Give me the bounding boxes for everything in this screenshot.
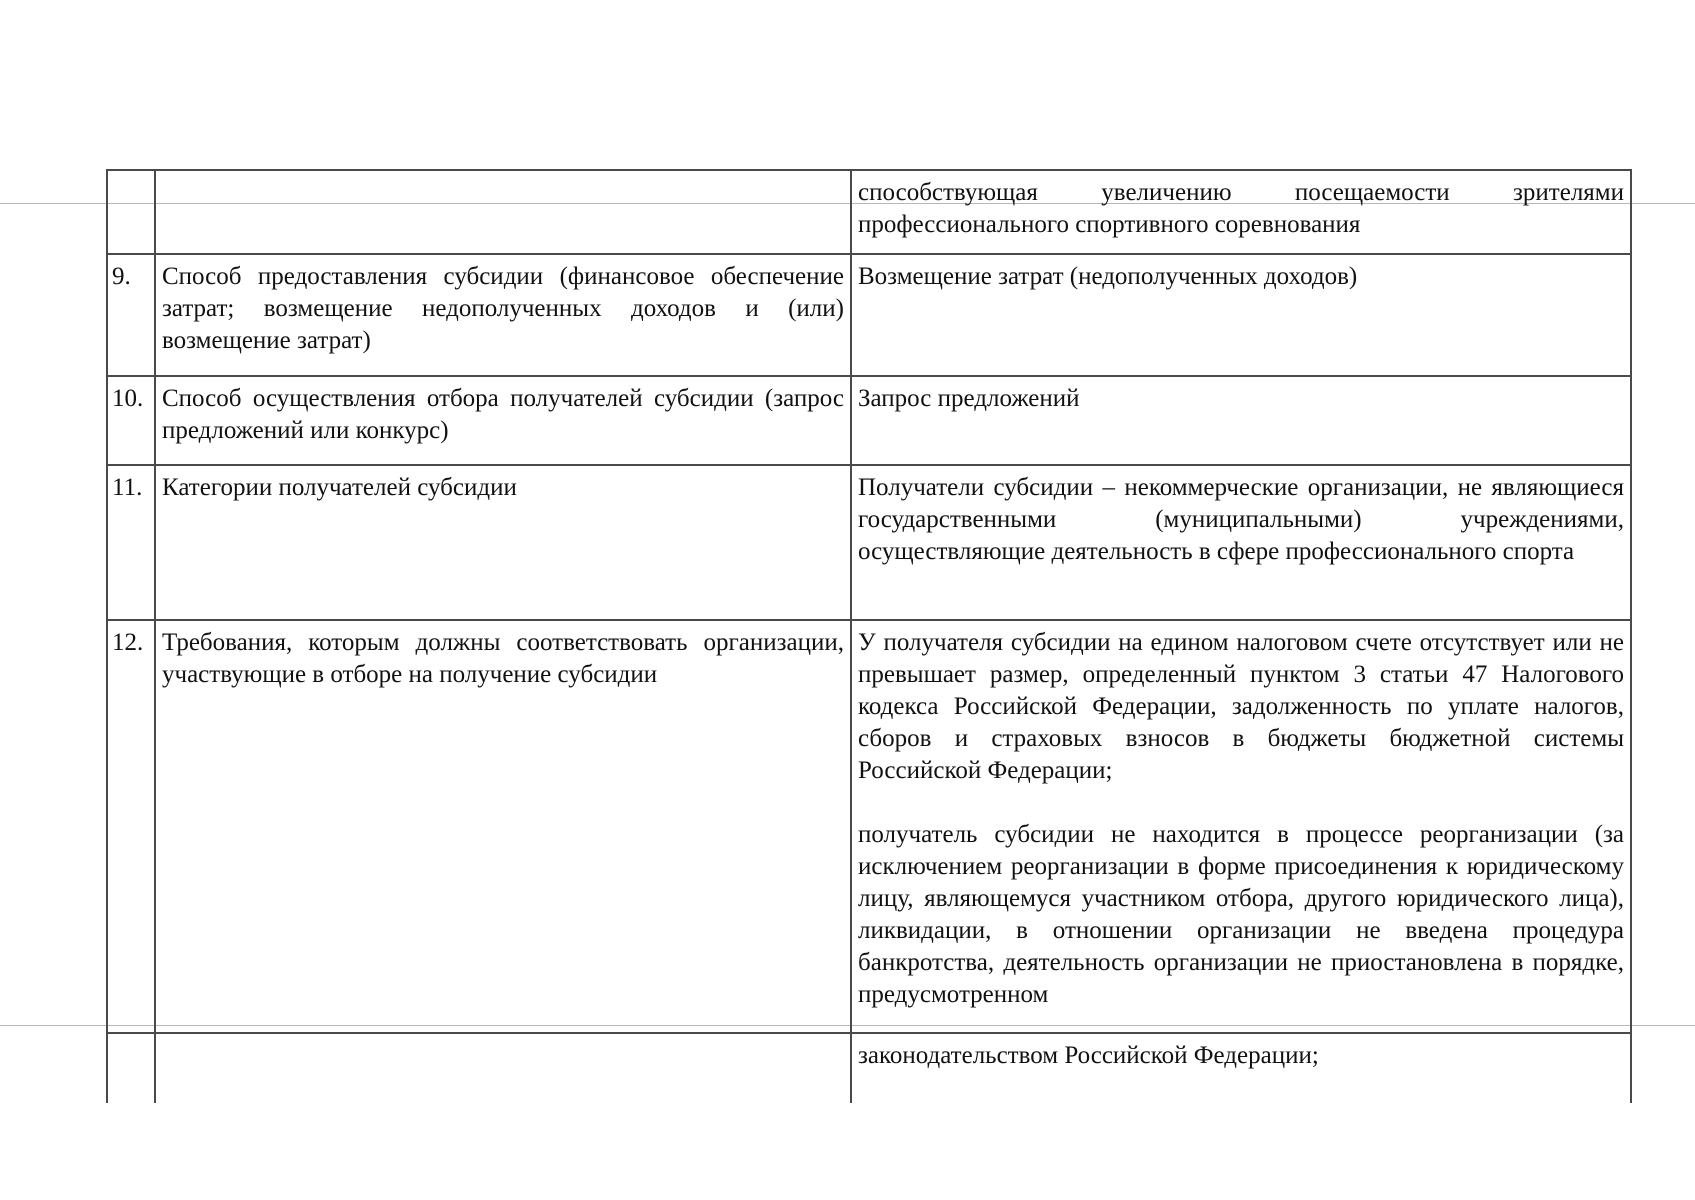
criterion-cell: Способ осуществления отбора получателей субсидии (запрос предложений или конкурс) <box>155 376 851 464</box>
subsidy-parameters-table <box>106 169 1632 1103</box>
table-row <box>107 1033 1631 1104</box>
criterion-cell: Способ предоставления субсидии (финансовое обеспечение затрат; возмещение недополученных доходов и (или) возмещение затрат) <box>155 254 851 376</box>
value-cell: законодательством Российской Федерации; <box>851 1033 1631 1104</box>
table-row <box>107 376 1631 464</box>
table-row <box>107 254 1631 376</box>
table-row <box>107 170 1631 254</box>
row-number: 10. <box>107 376 155 464</box>
criterion-cell <box>155 170 851 254</box>
value-cell: Запрос предложений <box>851 376 1631 464</box>
criterion-cell: Категории получателей субсидии <box>155 465 851 621</box>
requirement-paragraph: получатель субсидии не находится в процессе реорганизации (за исключением реорганизации в форме присоединения к юридическому лицу, являющемуся участником отбора, другого юридического лица), ликвидации, в отношении организации не введена процедура банкротства, деятельность организации не приостановлена в порядке, предусмотренном <box>858 821 1624 1009</box>
value-cell: Получатели субсидии – некоммерческие организации, не являющиеся государственными (муниципальными) учреждениями, осуществляющие деятельность в сфере профессионального спорта <box>851 465 1631 621</box>
criterion-cell: Требования, которым должны соответствовать организации, участвующие в отборе на получение субсидии <box>155 620 851 1032</box>
table-row <box>107 620 1631 1032</box>
row-number: 12. <box>107 620 155 1032</box>
row-number <box>107 170 155 254</box>
criterion-cell <box>155 1033 851 1104</box>
row-number: 9. <box>107 254 155 376</box>
value-cell <box>851 620 1631 1032</box>
value-cell: Возмещение затрат (недополученных доходов) <box>851 254 1631 376</box>
row-number: 11. <box>107 465 155 621</box>
value-cell: способствующая увеличению посещаемости зрителями профессионального спортивного соревнования <box>851 170 1631 254</box>
table-row <box>107 465 1631 621</box>
row-number <box>107 1033 155 1104</box>
requirement-paragraph: У получателя субсидии на едином налоговом счете отсутствует или не превышает размер, определенный пунктом 3 статьи 47 Налогового кодекса Российской Федерации, задолженность по уплате налогов, сборов и страховых взносов в бюджеты бюджетной системы Российской Федерации; <box>858 629 1624 785</box>
